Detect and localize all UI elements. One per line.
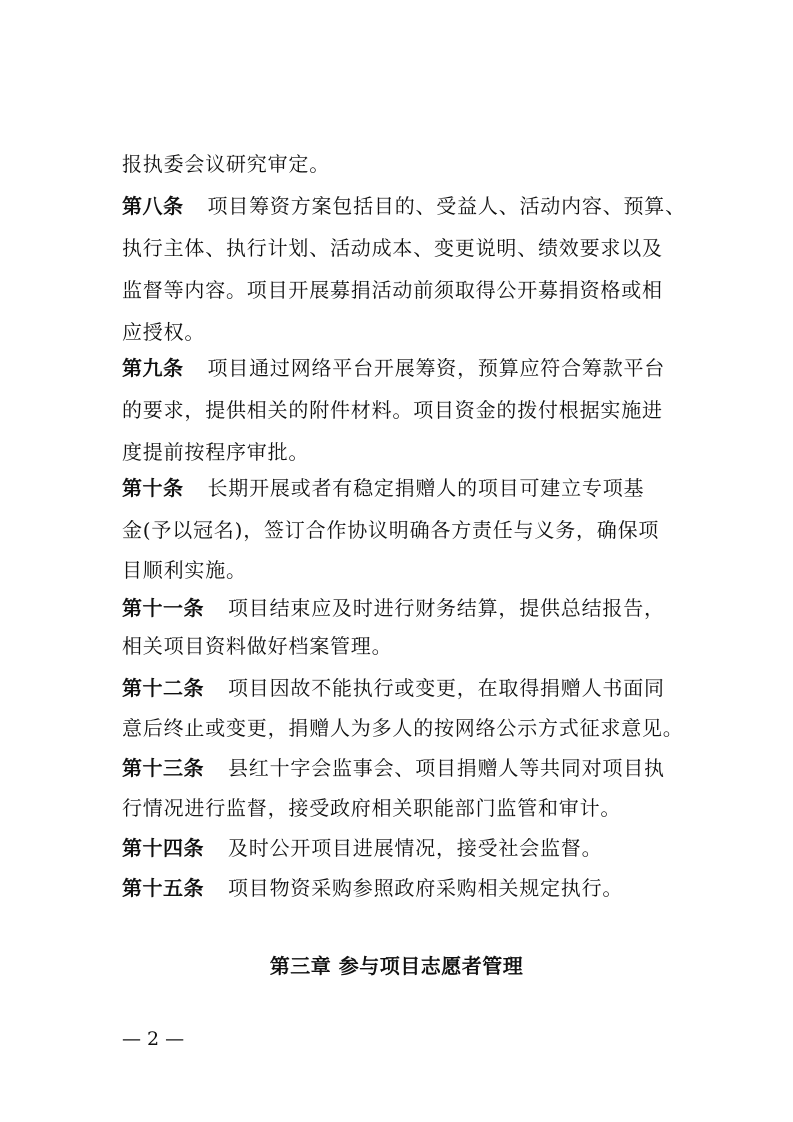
article-number: 第十条: [122, 476, 184, 500]
article-text: 项目通过网络平台开展筹资，预算应符合筹款平台: [207, 356, 666, 380]
page-number: — 2 —: [122, 1028, 185, 1050]
article-number: 第九条: [122, 356, 184, 380]
article-9-line-1: [122, 354, 682, 382]
article-number: 第八条: [122, 194, 184, 218]
article-12-line-2: 意后终止或变更，捐赠人为多人的按网络公示方式征求意见。: [122, 716, 684, 740]
article-9-line-2: 的要求，提供相关的附件材料。项目资金的拨付根据实施进: [122, 398, 663, 422]
article-8-line-3: 监督等内容。项目开展募捐活动前须取得公开募捐资格或相: [122, 278, 663, 302]
article-number: 第十二条: [122, 676, 204, 700]
article-text: 项目筹资方案包括目的、受益人、活动内容、预算、: [207, 194, 686, 218]
article-11-line-1: [122, 594, 682, 622]
article-text: 及时公开项目进展情况，接受社会监督。: [228, 836, 603, 860]
article-10-line-3: 目顺利实施。: [122, 558, 247, 582]
article-text: 长期开展或者有稳定捐赠人的项目可建立专项基: [207, 476, 645, 500]
article-11-line-2: 相关项目资料做好档案管理。: [122, 634, 393, 658]
article-text: 项目结束应及时进行财务结算，提供总结报告，: [228, 596, 665, 620]
article-8-line-4: 应授权。: [122, 320, 206, 344]
article-text: 县红十字会监事会、项目捐赠人等共同对项目执: [228, 756, 665, 780]
article-12-line-1: [122, 674, 682, 702]
article-10-line-1: [122, 474, 682, 502]
continuation-line: 报执委会议研究审定。: [122, 152, 330, 176]
article-13-line-1: [122, 754, 682, 782]
article-10-line-2: 金(予以冠名)，签订合作协议明确各方责任与义务，确保项: [122, 518, 660, 542]
article-8-line-2: 执行主体、执行计划、活动成本、变更说明、绩效要求以及: [122, 236, 663, 260]
article-text: 项目因故不能执行或变更，在取得捐赠人书面同: [228, 676, 665, 700]
article-text: 项目物资采购参照政府采购相关规定执行。: [228, 876, 624, 900]
article-14-line-1: [122, 834, 682, 862]
chapter-heading: 第三章 参与项目志愿者管理: [269, 954, 524, 978]
article-9-line-3: 度提前按程序审批。: [122, 440, 310, 464]
article-15-line-1: [122, 874, 682, 902]
article-number: 第十三条: [122, 756, 204, 780]
article-number: 第十一条: [122, 596, 204, 620]
article-8-line-1: [122, 192, 686, 220]
article-13-line-2: 行情况进行监督，接受政府相关职能部门监管和审计。: [122, 796, 622, 820]
article-number: 第十五条: [122, 876, 204, 900]
article-number: 第十四条: [122, 836, 204, 860]
